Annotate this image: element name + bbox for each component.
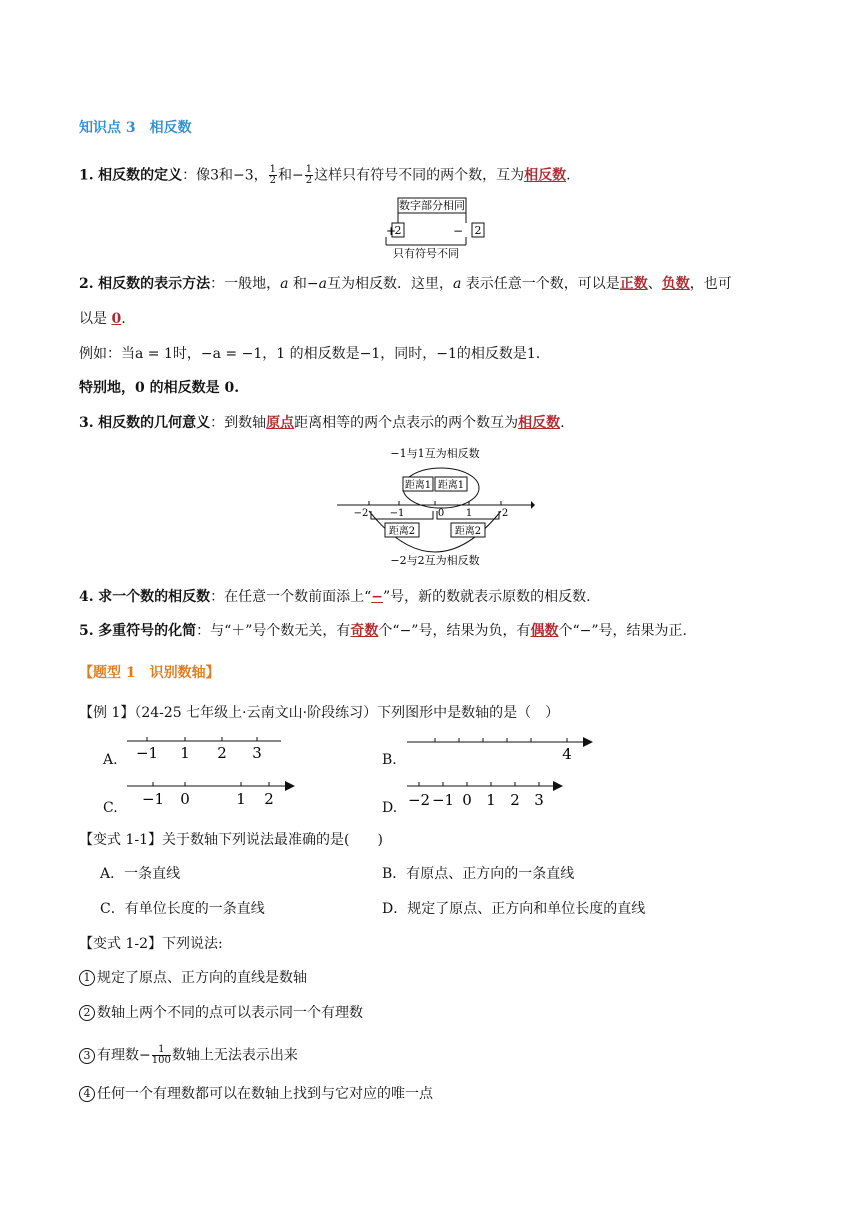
period: . [566, 167, 571, 184]
item-text: 和− [278, 167, 304, 184]
answer-blank: 相反数 [524, 167, 567, 184]
item-number: 2. [79, 276, 94, 292]
choice-c-label[interactable]: C. [103, 800, 118, 816]
period: . [121, 311, 126, 327]
opposite-number-diagram [372, 196, 492, 260]
variant-1-1-question: 【变式 1-1】关于数轴下列说法最准确的是( ) [79, 832, 383, 848]
item-number: 3. [79, 415, 94, 431]
variant-1-1-option-a[interactable]: A．一条直线 [100, 866, 181, 882]
item-text: ：到数轴 [210, 415, 267, 431]
tick-label: 3 [534, 791, 544, 808]
fraction-half: $\frac{1}{2}$ [305, 164, 313, 186]
item-text: 距离相等的两个点表示的两个数互为 [294, 415, 519, 431]
item-text: 这样只有符号不同的两个数，互为 [314, 167, 525, 184]
item-1-definition [79, 165, 571, 186]
tick-label: 0 [180, 790, 190, 808]
fraction-half: $\frac{1}{2}$ [269, 164, 276, 186]
answer-blank: 原点 [266, 415, 295, 431]
tick-label: −1 [135, 744, 159, 762]
tick-label: 0 [437, 508, 445, 519]
item-text: ：与“＋”号个数无关，有 [196, 623, 351, 639]
variable-a: a [318, 276, 327, 292]
choice-a-number-line[interactable] [125, 733, 285, 763]
tick-label: 2 [217, 744, 227, 762]
choice-b-number-line[interactable] [405, 733, 597, 763]
variant-1-1-option-c[interactable]: C．有单位长度的一条直线 [100, 901, 265, 917]
fraction-one-hundredth: $\frac{1}{100}$ [151, 1044, 171, 1066]
arrow-icon [285, 781, 295, 791]
tick-label: 0 [462, 791, 472, 808]
variable-a: a [452, 276, 462, 292]
distance2-left: 距离2 [388, 526, 416, 537]
number-line-distance-diagram [335, 443, 535, 571]
top-caption: −1与1互为相反数 [390, 447, 480, 460]
tick-label: −1 [141, 790, 165, 808]
statement-1 [79, 968, 307, 988]
item-2-notation [79, 274, 732, 294]
question-type-title: 【题型 1 识别数轴】 [79, 665, 220, 681]
tick-label: 1 [180, 744, 190, 762]
special-note: 特别地，0 的相反数是 0. [79, 380, 240, 396]
distance2-right: 距离2 [454, 526, 482, 537]
tick-label: 2 [264, 790, 274, 808]
statement-text: 规定了原点、正方向的直线是数轴 [97, 970, 307, 986]
arrow-icon [583, 737, 593, 747]
circled-number: 4 [79, 1086, 95, 1102]
item-label: 多重符号的化简 [98, 623, 197, 639]
statement-text: 任何一个有理数都可以在数轴上找到与它对应的唯一点 [97, 1086, 433, 1102]
item-label: 求一个数的相反数 [98, 589, 211, 605]
tick-label: 2 [510, 791, 520, 808]
variant-1-2-question: 【变式 1-2】下列说法: [79, 936, 223, 952]
minus-sign: − [452, 224, 463, 238]
item-text: ：一般地， [210, 276, 281, 292]
top-label: 数字部分相同 [399, 199, 465, 212]
bottom-caption: −2与2互为相反数 [390, 554, 480, 567]
tick-label: −2 [353, 508, 369, 519]
item-label: 相反数的几何意义 [98, 415, 211, 431]
separator: 、 [647, 276, 662, 292]
tick-label: −1 [431, 791, 455, 808]
period: . [560, 415, 565, 431]
variant-1-1-option-d[interactable]: D．规定了原点、正方向和单位长度的直线 [382, 901, 646, 917]
statement-3 [79, 1045, 298, 1066]
item-text: ，也可 [689, 276, 732, 292]
statement-text: 有理数− [97, 1047, 151, 1064]
item-text: 个“−”号，结果为正. [558, 623, 687, 639]
right-number: 2 [474, 224, 482, 237]
statement-text: 数轴上无法表示出来 [171, 1047, 298, 1064]
item-text: 个“−”号，结果为负，有 [378, 623, 531, 639]
answer-blank: 负数 [661, 276, 690, 292]
item-number: 4. [79, 589, 94, 605]
statement-2 [79, 1003, 363, 1023]
example-text: 例如：当a = 1时，−a = −1，1 的相反数是−1，同时，−1的相反数是1. [79, 346, 541, 362]
circled-number: 1 [79, 970, 95, 986]
distance1-right: 距离1 [437, 480, 465, 491]
statement-text: 数轴上两个不同的点可以表示同一个有理数 [97, 1005, 363, 1021]
circled-number: 2 [79, 1005, 95, 1021]
item-text: 以是 [79, 311, 112, 327]
example-1-question: 【例 1】（24-25 七年级上·云南文山·阶段练习）下列图形中是数轴的是（ ） [79, 705, 560, 721]
answer-blank: 偶数 [530, 623, 559, 639]
choice-c-number-line[interactable] [125, 778, 297, 808]
item-text: ：像3和−3， [182, 167, 268, 184]
item-label: 相反数的表示方法 [98, 276, 211, 292]
item-number: 5. [79, 623, 94, 639]
arrow-icon [553, 781, 563, 791]
item-4-find-opposite [79, 587, 591, 607]
axis-arrow [531, 501, 535, 509]
item-text: 和− [288, 276, 319, 292]
plus-sign: + [386, 224, 397, 238]
choice-b-label[interactable]: B. [382, 752, 397, 768]
item-label: 相反数的定义 [98, 167, 183, 184]
item-text: ：在任意一个数前面添上“ [210, 589, 372, 605]
statement-4 [79, 1084, 433, 1104]
answer-blank: − [371, 589, 383, 605]
tick-label: 1 [465, 508, 473, 519]
item-2-line2 [79, 309, 126, 329]
tick-label: −1 [389, 508, 405, 519]
tick-label: −2 [407, 791, 431, 808]
answer-blank: 正数 [619, 276, 648, 292]
item-text: ”号，新的数就表示原数的相反数. [382, 589, 591, 605]
section-title: 知识点 3 相反数 [79, 120, 192, 136]
item-text: 互为相反数．这里， [326, 276, 453, 292]
distance1-left: 距离1 [404, 480, 432, 491]
bottom-label: 只有符号不同 [393, 247, 459, 260]
tick-label: 1 [236, 790, 246, 808]
answer-blank: 相反数 [518, 415, 561, 431]
tick-label: 4 [562, 745, 572, 763]
item-5-multiple-signs [79, 621, 687, 641]
answer-blank: 奇数 [350, 623, 379, 639]
choice-a-label[interactable]: A. [103, 752, 118, 768]
tick-label: 2 [501, 508, 509, 519]
item-number: 1. [79, 167, 94, 184]
left-number: 2 [394, 224, 402, 237]
tick-label: 1 [486, 791, 496, 808]
item-3-geometry [79, 413, 565, 433]
choice-d-label[interactable]: D. [382, 800, 398, 816]
tick-label: 3 [252, 744, 262, 762]
variable-a: a [280, 276, 289, 292]
variant-1-1-option-b[interactable]: B．有原点、正方向的一条直线 [382, 866, 575, 882]
answer-blank: 0 [111, 311, 122, 327]
choice-d-number-line[interactable] [405, 778, 567, 808]
item-text: 表示任意一个数，可以是 [461, 276, 620, 292]
circled-number: 3 [79, 1048, 95, 1064]
